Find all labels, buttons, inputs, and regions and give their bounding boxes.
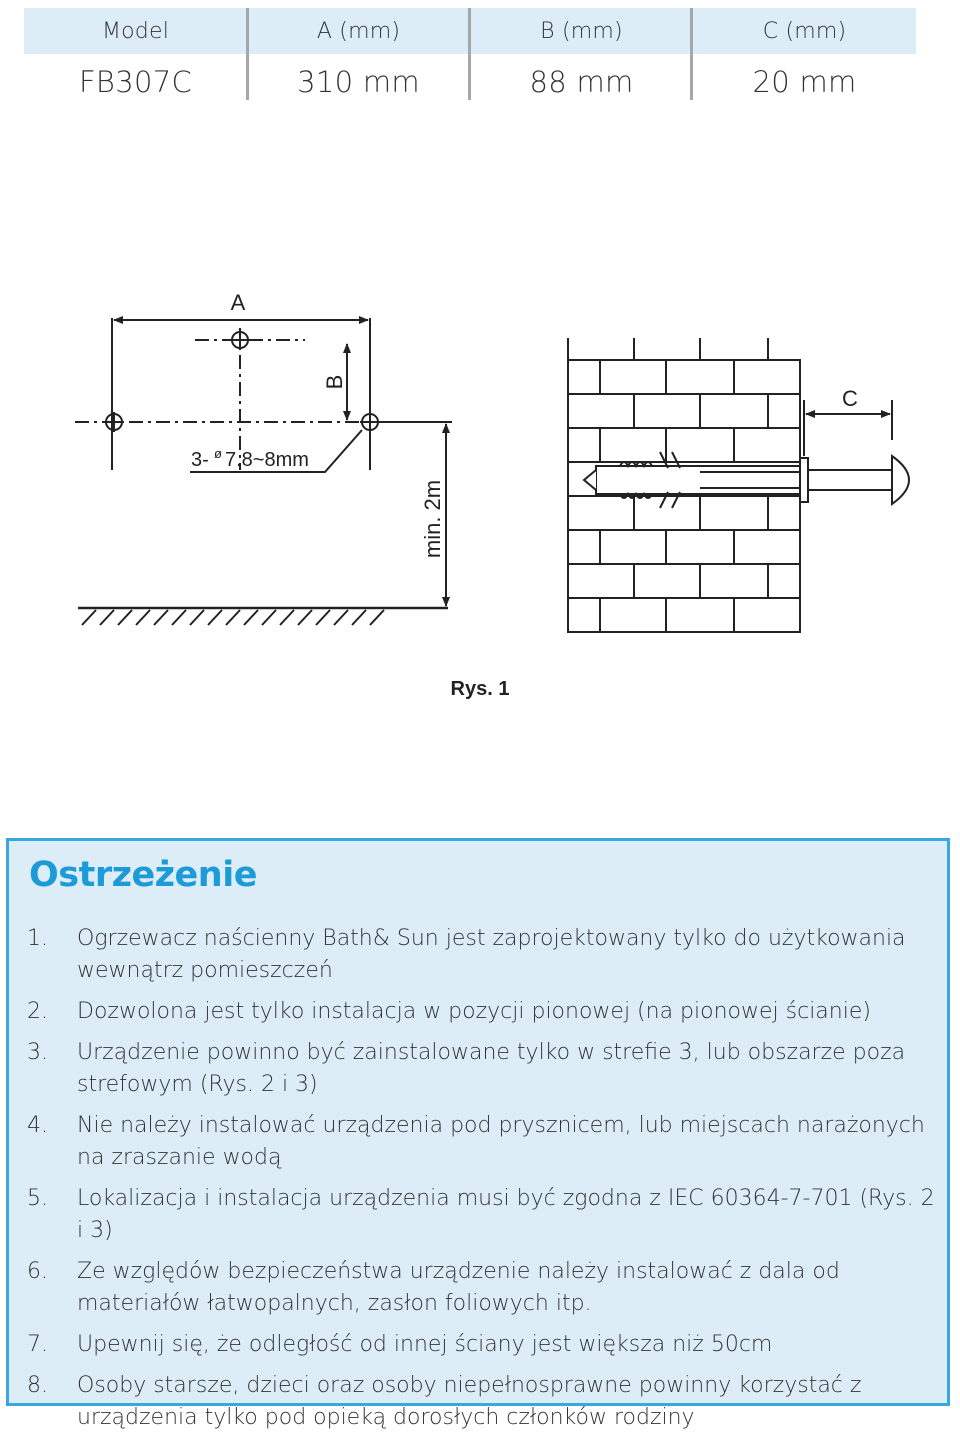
hole-spec-value: 7.8~8mm	[225, 449, 309, 471]
item-number: 6.	[27, 1259, 48, 1284]
label-b: B	[322, 374, 347, 390]
label-min-height: min. 2m	[420, 479, 445, 559]
figure-caption: Rys. 1	[450, 678, 510, 700]
wall-plug-and-screw	[584, 452, 909, 508]
value-a: 310 mm	[297, 65, 420, 99]
item-text: Ogrzewacz naścienny Bath& Sun jest zaprojektowany tylko do użytkowania wewnątrz pomieszczeń	[77, 926, 906, 983]
list-item	[27, 1329, 937, 1361]
header-b: B (mm)	[540, 18, 623, 44]
item-number: 2.	[27, 999, 48, 1024]
item-text: Ze względów bezpieczeństwa urządzenie należy instalować z dala od materiałów łatwopalnych, zasłon foliowych itp.	[77, 1259, 840, 1316]
header-a: A (mm)	[316, 18, 401, 44]
installation-diagram	[60, 280, 940, 660]
header-c: C (mm)	[762, 18, 847, 44]
label-c: C	[842, 386, 858, 411]
label-a: A	[230, 290, 246, 315]
value-model: FB307C	[78, 65, 193, 99]
header-model: Model	[101, 18, 170, 44]
floor-hatching	[82, 610, 384, 625]
item-text: Urządzenie powinno być zainstalowane tylko w strefie 3, lub obszarze poza strefowym (Rys. 2 i 3)	[77, 1040, 906, 1097]
list-item	[27, 996, 937, 1028]
list-item	[27, 1110, 937, 1174]
item-number: 3.	[27, 1040, 48, 1065]
diameter-symbol: ø	[214, 446, 222, 461]
list-item	[27, 1370, 937, 1434]
item-number: 8.	[27, 1373, 48, 1398]
hole-spec-prefix: 3-	[191, 449, 209, 471]
warning-box	[6, 838, 950, 1430]
item-text: Nie należy instalować urządzenia pod prysznicem, lub miejscach narażonych na zraszanie wodą	[77, 1113, 925, 1170]
column-divider	[246, 8, 249, 100]
item-text: Osoby starsze, dzieci oraz osoby niepełnosprawne powinny korzystać z urządzenia tylko pod opieką dorosłych członków rodziny	[77, 1373, 862, 1430]
item-number: 5.	[27, 1186, 48, 1211]
list-item	[27, 1183, 937, 1247]
item-number: 7.	[27, 1332, 48, 1357]
warning-list	[27, 923, 937, 1443]
item-text: Upewnij się, że odległość od innej ściany jest większa niż 50cm	[77, 1332, 773, 1357]
warning-title: Ostrzeżenie	[29, 855, 257, 895]
value-c: 20 mm	[752, 65, 857, 99]
item-number: 4.	[27, 1113, 48, 1138]
value-b: 88 mm	[529, 65, 634, 99]
list-item	[27, 1037, 937, 1101]
item-number: 1.	[27, 926, 48, 951]
column-divider	[468, 8, 471, 100]
list-item	[27, 1256, 937, 1320]
item-text: Lokalizacja i instalacja urządzenia musi być zgodna z IEC 60364-7-701 (Rys. 2 i 3)	[77, 1186, 935, 1243]
item-text: Dozwolona jest tylko instalacja w pozycji pionowej (na pionowej ścianie)	[77, 999, 871, 1024]
list-item	[27, 923, 937, 987]
column-divider	[690, 8, 693, 100]
